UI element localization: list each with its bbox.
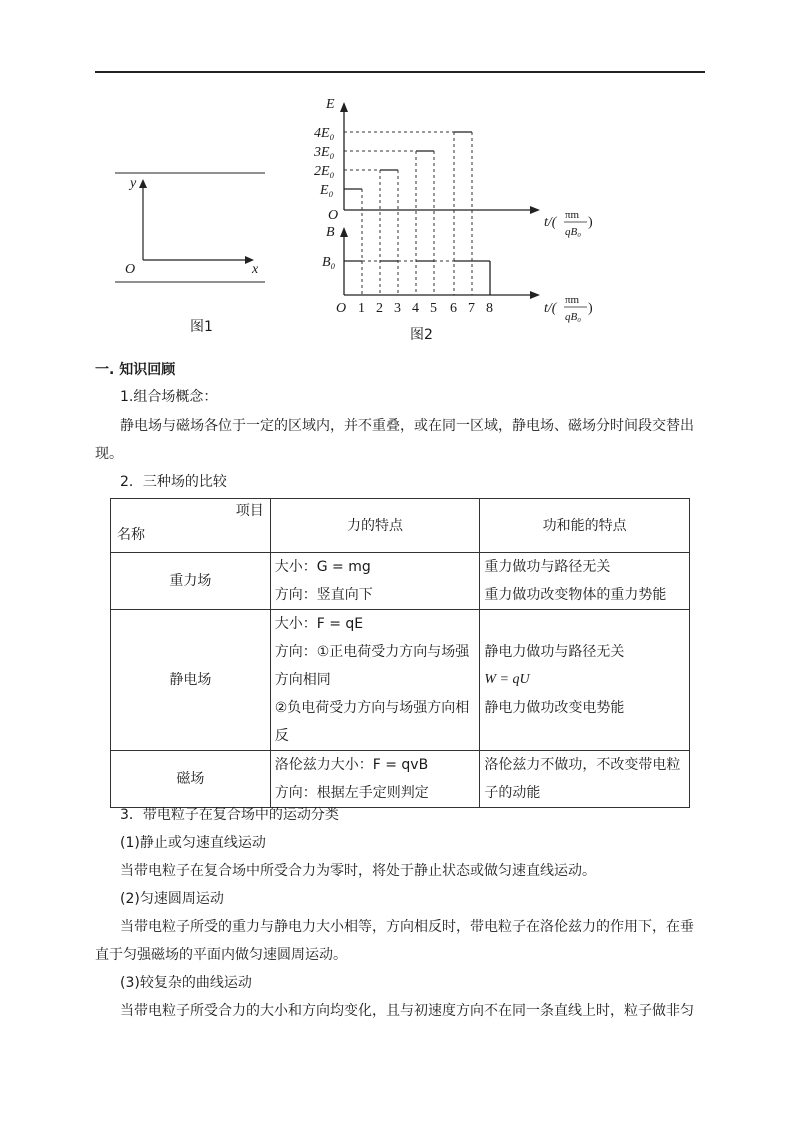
force-line: 洛伦兹力大小：F = qvB: [274, 757, 429, 773]
fig2-tick-3: 3: [394, 301, 401, 316]
force-line: ②负电荷受力方向与场强方向相: [274, 700, 470, 716]
row-work: [480, 751, 690, 808]
fig1-y-label: y: [130, 176, 137, 191]
fig2-e-arrow: [340, 102, 348, 112]
fig2-t-arrow-top: [530, 206, 540, 214]
field-comparison-table: [110, 498, 690, 808]
fig1-y-arrow: [139, 179, 147, 188]
header-force: 力的特点: [270, 499, 480, 553]
fig2-t-unit-top-prefix: t/(: [544, 215, 557, 230]
section-heading: 一. 知识回顾: [95, 362, 176, 378]
row-work: [480, 553, 690, 610]
fig2-tick-2: 2: [376, 301, 383, 316]
concept-text-line1: 静电场与磁场各位于一定的区域内，并不重叠，或在同一区域，静电场、磁场分时间段交替出: [120, 418, 694, 434]
row-name: 静电场: [111, 610, 271, 751]
concept-text-line2: 现。: [95, 446, 123, 462]
fig2-t-unit-bottom-suffix: ): [588, 301, 593, 316]
fig2-tick-7: 7: [468, 301, 475, 316]
work-line: 重力做功与路径无关: [484, 559, 611, 575]
motion-type-3-line1: 当带电粒子所受合力的大小和方向均变化，且与初速度方向不在同一条直线上时，粒子做非匀: [120, 1003, 694, 1019]
force-line: 方向相同: [274, 672, 331, 688]
header-name: 名称: [117, 527, 145, 543]
table-row: [111, 553, 690, 610]
header-work: 功和能的特点: [480, 499, 690, 553]
fig2-origin-bottom: O: [336, 301, 347, 316]
motion-type-2-line1: 当带电粒子所受的重力与静电力大小相等，方向相反时，带电粒子在洛伦兹力的作用下，在垂: [120, 919, 694, 935]
motion-type-2-title: (2)匀速圆周运动: [120, 891, 224, 907]
work-line: 静电力做功与路径无关: [484, 644, 625, 660]
header-item: 项目: [235, 503, 264, 519]
force-line: 大小：G = mg: [274, 559, 371, 575]
force-line: 大小：F = qE: [274, 616, 364, 632]
figure-1: [110, 165, 275, 290]
motion-type-3-title: (3)较复杂的曲线运动: [120, 975, 252, 991]
fig2-e-level-3: 3E₀: [314, 145, 335, 160]
fig2-t-unit-top-den: qB₀: [565, 226, 582, 238]
fig2-t-unit-top-num: πm: [565, 209, 580, 221]
force-line: 方向：根据左手定则判定: [274, 785, 429, 801]
figure-2: [300, 90, 600, 325]
concept-title: 1.组合场概念：: [120, 389, 218, 405]
fig2-tick-8: 8: [486, 301, 493, 316]
motion-type-1-title: (1)静止或匀速直线运动: [120, 835, 266, 851]
fig2-e-axis-label: E: [326, 97, 335, 112]
work-line: 子的动能: [484, 785, 541, 801]
fig2-tick-1: 1: [358, 301, 365, 316]
fig2-e-level-2: 2E₀: [314, 164, 335, 179]
table-row: [111, 751, 690, 808]
fig2-t-unit-bottom-num: πm: [565, 294, 580, 306]
fig2-b-axis-label: B: [326, 225, 335, 240]
row-name: 重力场: [111, 553, 271, 610]
force-line: 方向：竖直向下: [274, 587, 373, 603]
fig2-tick-4: 4: [412, 301, 419, 316]
force-line: 反: [274, 728, 289, 744]
fig2-origin-top: O: [328, 208, 339, 223]
fig1-origin-label: O: [125, 262, 136, 277]
motion-types-title: 3．带电粒子在复合场中的运动分类: [120, 807, 339, 823]
work-line: W = qU: [484, 672, 530, 687]
fig2-caption: 图2: [410, 327, 433, 343]
fig2-b-level: B₀: [322, 255, 336, 270]
comparison-title: 2．三种场的比较: [120, 474, 227, 490]
force-line: 方向：①正电荷受力方向与场强: [274, 644, 470, 660]
row-force: [270, 553, 480, 610]
fig2-tick-6: 6: [450, 301, 457, 316]
row-force: [270, 610, 480, 751]
fig1-x-label: x: [252, 262, 259, 277]
table-header-row: [111, 499, 690, 553]
fig2-t-unit-bottom-den: qB₀: [565, 311, 582, 323]
work-line: 静电力做功改变电势能: [484, 700, 625, 716]
fig2-t-unit-bottom-prefix: t/(: [544, 301, 557, 316]
fig1-caption: 图1: [190, 319, 213, 335]
row-work: [480, 610, 690, 751]
header-item-name-cell: [111, 499, 271, 553]
work-line: 洛伦兹力不做功，不改变带电粒: [484, 757, 681, 773]
motion-type-2-line2: 直于匀强磁场的平面内做匀速圆周运动。: [95, 947, 347, 963]
fig2-t-unit-top-suffix: ): [588, 215, 593, 230]
fig2-e-level-1: E₀: [320, 183, 334, 198]
table-row: [111, 610, 690, 751]
row-force: [270, 751, 480, 808]
fig2-e-level-4: 4E₀: [314, 126, 335, 141]
fig2-tick-5: 5: [430, 301, 437, 316]
fig2-b-arrow: [340, 227, 348, 237]
motion-type-1-text: 当带电粒子在复合场中所受合力为零时，将处于静止状态或做匀速直线运动。: [120, 863, 596, 879]
work-line: 重力做功改变物体的重力势能: [484, 587, 667, 603]
header-rule: [95, 71, 705, 73]
fig2-t-arrow-bottom: [530, 291, 540, 299]
row-name: 磁场: [111, 751, 271, 808]
